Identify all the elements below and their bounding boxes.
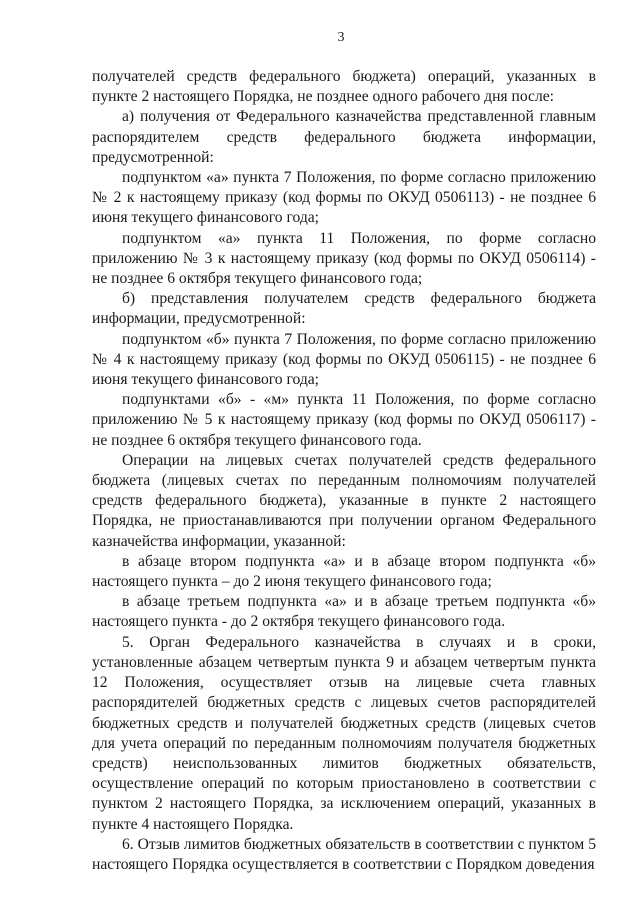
paragraph-operations: Операции на лицевых счетах получателей средств федерального бюджета (лицевых счетах по переданным полномочиям получателей средств федерального бюджета), указанные в пункте 2 настоящего Порядка, не приостанавливаются при получении органом Федерального казначейства информации, указанной: <box>92 451 596 550</box>
paragraph-continuation: получателей средств федерального бюджета) операций, указанных в пункте 2 настоящего Порядка, не позднее одного рабочего дня после: <box>92 68 596 106</box>
paragraph-point-5: 5. Орган Федерального казначейства в случаях и в сроки, установленные абзацем четвертым пункта 9 и абзацем четвертым пункта 12 Положения, осуществляет отзыв на лицевые счета главных распорядителей бюджетных средств с лицевых счетов распорядителей бюджетных средств и получателей бюджетных средств (лицевых счетов для учета операций по переданным полномочиям получателя бюджетных средств) неиспользованных лимитов бюджетных обязательств, осуществление операций по которым приостановлено в соответствии с пунктом 2 настоящего Порядка, за исключением операций, указанных в пункте 4 настоящего Порядка. <box>92 633 596 833</box>
paragraph-deadline-june: в абзаце втором подпункта «а» и в абзаце втором подпункта «б» настоящего пункта – до 2 июня текущего финансового года; <box>92 552 596 591</box>
paragraph-clause-11b-m: подпунктами «б» - «м» пункта 11 Положения, по форме согласно приложению № 5 к настоящему приказу (код формы по ОКУД 0506117) - не позднее 6 октября текущего финансового года. <box>92 391 596 449</box>
paragraph-subitem-b: б) представления получателем средств федерального бюджета информации, предусмотренной: <box>92 290 596 328</box>
paragraph-subitem-a: а) получения от Федерального казначейства представленной главным распорядителем средств федерального бюджета информации, предусмотренной: <box>92 108 596 166</box>
paragraph-deadline-october: в абзаце третьем подпункта «а» и в абзаце третьем подпункта «б» настоящего пункта - до 2 октября текущего финансового года. <box>92 593 596 631</box>
paragraph-clause-7b: подпунктом «б» пункта 7 Положения, по форме согласно приложению № 4 к настоящему приказу (код формы по ОКУД 0506115) - не позднее 6 июня текущего финансового года; <box>92 330 596 389</box>
paragraph-clause-7a: подпунктом «а» пункта 7 Положения, по форме согласно приложению № 2 к настоящему приказу (код формы по ОКУД 0506113) - не позднее 6 июня текущего финансового года; <box>92 169 596 227</box>
page-number: 3 <box>337 30 345 45</box>
paragraph-clause-11a: подпунктом «а» пункта 11 Положения, по форме согласно приложению № 3 к настоящему приказу (код формы по ОКУД 0506114) - не позднее 6 октября текущего финансового года; <box>92 229 596 288</box>
paragraph-point-6: 6. Отзыв лимитов бюджетных обязательств в соответствии с пунктом 5 настоящего Порядка осуществляется в соответствии с Порядком доведения <box>92 835 596 873</box>
